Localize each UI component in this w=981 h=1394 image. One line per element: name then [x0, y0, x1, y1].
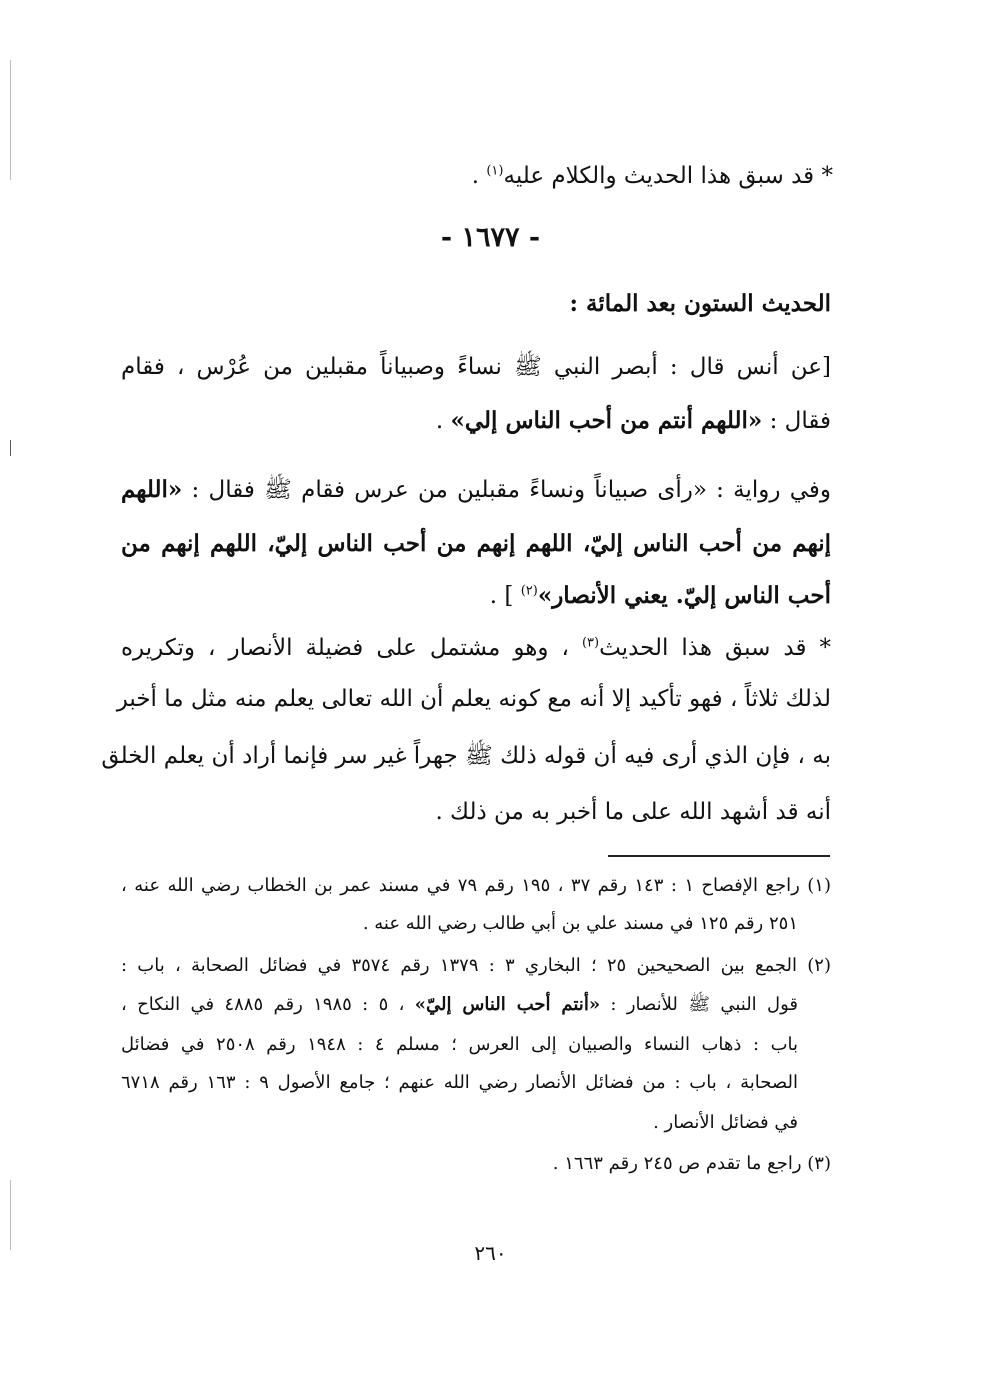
intro-tail: . — [471, 163, 487, 189]
riwaya-close: ] . — [489, 583, 521, 609]
intro-line — [472, 160, 833, 192]
footnote-2-line-3: باب : ذهاب النساء والصبيان إلى العرس ؛ مسلم ٤ : ١٩٤٨ رقم ٢٥٠٨ في فضائل — [121, 1034, 799, 1055]
hadith-line-1: [عن أنس قال : أبصر النبي ﷺ نساءً وصبياناً مقبلين من عُرْس ، فقام — [121, 354, 831, 380]
intro-text: * قد سبق هذا الحديث والكلام عليه — [503, 163, 833, 189]
scan-artifact — [10, 440, 11, 456]
footnote-2-text: قول النبي ﷺ للأنصار : — [600, 994, 799, 1015]
riwaya-line-3 — [490, 580, 831, 612]
hadith-line-2-text: فقال : — [762, 408, 831, 434]
footnote-ref-2: (٢) — [520, 583, 538, 599]
hadith-line-2-tail: . — [435, 408, 451, 434]
page-number: ٢٦٠ — [474, 1241, 507, 1265]
hadith-quote: «اللهم أنتم من أحب الناس إلي» — [450, 407, 763, 434]
hadith-line-2 — [436, 405, 831, 437]
footnote-ref-3: (٣) — [581, 635, 600, 651]
section-heading: الحديث الستون بعد المائة : — [569, 290, 831, 317]
commentary-text-1b: ، وهو مشتمل على فضيلة الأنصار ، وتكريره — [121, 635, 582, 661]
commentary-line-1 — [121, 632, 831, 664]
footnote-3-line-1: (٣) راجع ما تقدم ص ٢٤٥ رقم ١٦٦٣ . — [552, 1153, 831, 1174]
riwaya-quote-start: «اللهم — [121, 476, 183, 503]
scan-artifact — [10, 60, 11, 180]
footnote-2-line-5: في فضائل الأنصار . — [653, 1112, 798, 1133]
commentary-text-1a: * قد سبق هذا الحديث — [599, 635, 831, 661]
footnote-2-text-tail: ، ٥ : ١٩٨٥ رقم ٤٨٨٥ في النكاح ، — [121, 994, 415, 1015]
commentary-line-2: لذلك ثلاثاً ، فهو تأكيد إلا أنه مع كونه يعلم أن الله تعالى يعلم منه مثل ما أخبر — [116, 686, 831, 712]
footnote-2-quote: «أنتم أحب الناس إليّ» — [414, 994, 601, 1015]
riwaya-quote-end: أحب الناس إليّ. يعني الأنصار» — [537, 582, 831, 609]
footnote-2-line-4: الصحابة ، باب : من فضائل الأنصار رضي الله عنهم ؛ جامع الأصول ٩ : ١٦٣ رقم ٦٧١٨ — [121, 1072, 798, 1093]
riwaya-line-1 — [121, 474, 831, 506]
commentary-line-4: أنه قد أشهد الله على ما أخبر به من ذلك . — [435, 799, 831, 825]
footnote-1-line-2: ٢٥١ رقم ١٢٥ في مسند علي بن أبي طالب رضي الله عنه . — [362, 913, 798, 934]
riwaya-text: وفي رواية : «رأى صبياناً ونساءً مقبلين من عرس فقام ﷺ فقال : — [182, 477, 831, 503]
footnote-ref-1: (١) — [486, 163, 504, 179]
hadith-number: - ١٦٧٧ - — [440, 222, 541, 253]
footnote-1-line-1: (١) راجع الإفصاح ١ : ١٤٣ رقم ٣٧ ، ١٩٥ رقم ٧٩ في مسند عمر بن الخطاب رضي الله عنه ، — [121, 875, 831, 896]
footnote-2-line-1: (٢) الجمع بين الصحيحين ٢٥ ؛ البخاري ٣ : ١٣٧٩ رقم ٣٥٧٤ في فضائل الصحابة ، باب : — [121, 955, 831, 976]
footnote-2-line-2 — [121, 991, 798, 1019]
commentary-line-3: به ، فإن الذي أرى فيه أن قوله ذلك ﷺ جهراً غير سر فإنما أراد أن يعلم الخلق — [101, 743, 831, 769]
footnote-separator — [608, 855, 830, 857]
riwaya-line-2: إنهم من أحب الناس إليّ، اللهم إنهم من أحب الناس إليّ، اللهم إنهم من — [121, 530, 831, 557]
